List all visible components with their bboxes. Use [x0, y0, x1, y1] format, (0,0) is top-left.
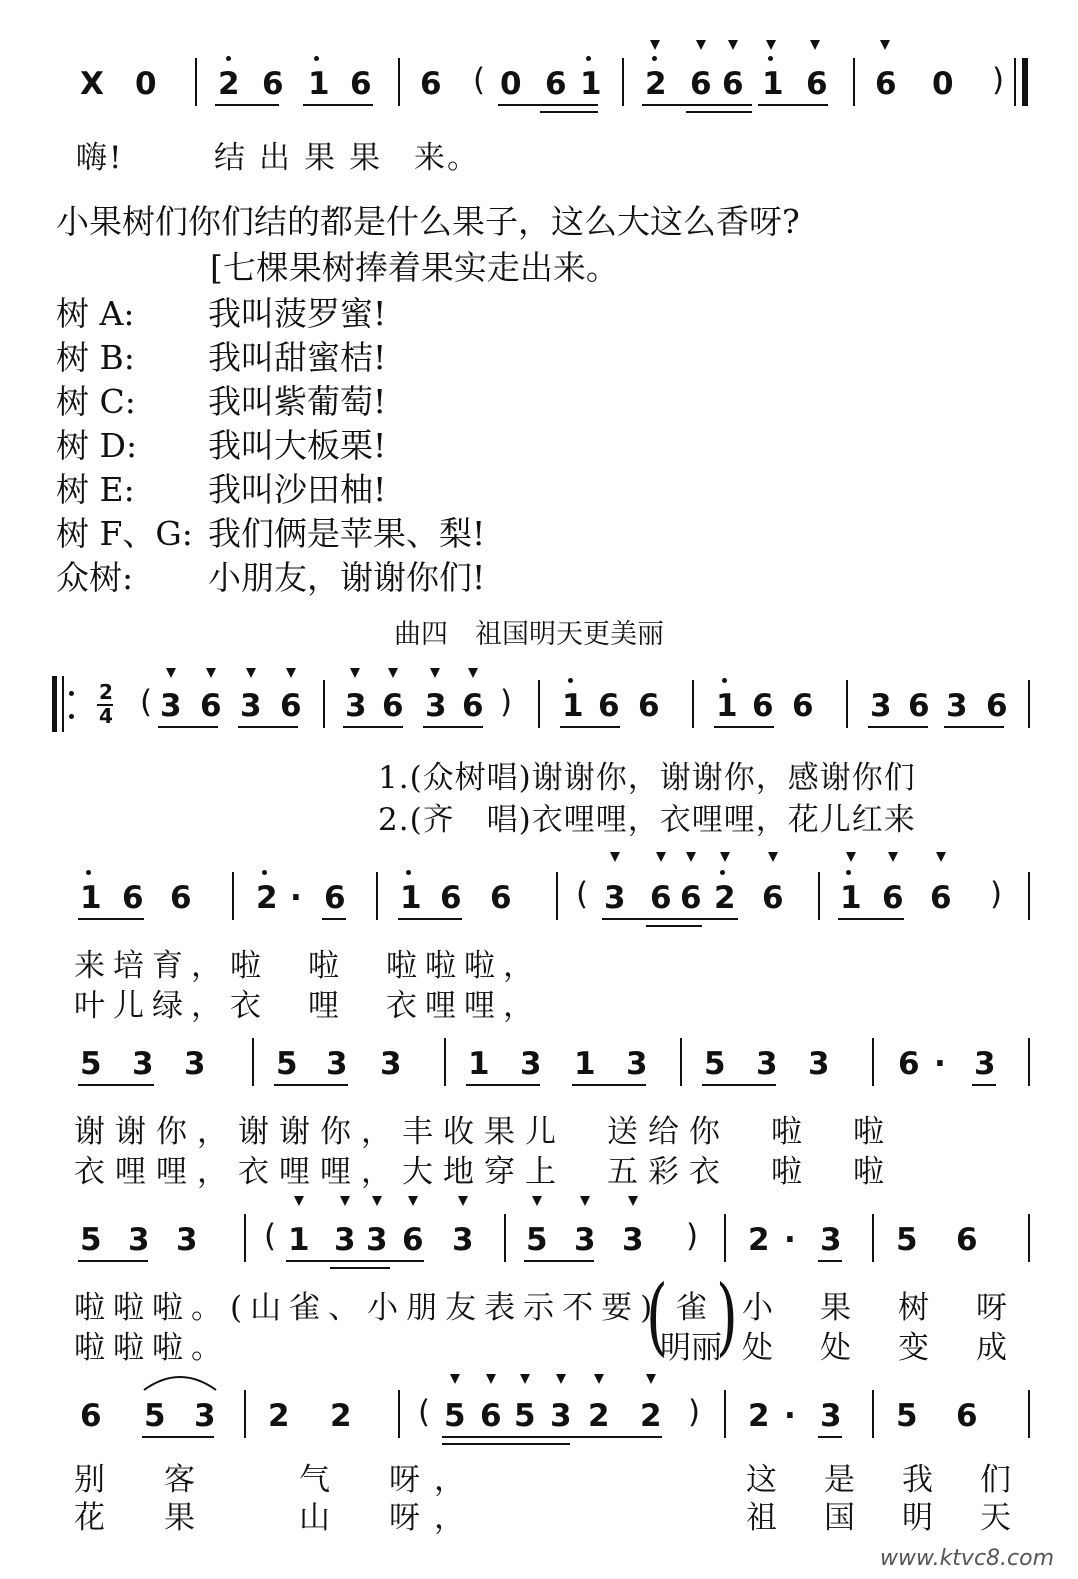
beam	[215, 104, 279, 106]
barline	[1028, 1390, 1030, 1438]
accent-mark	[594, 1374, 604, 1384]
note: 1	[468, 1046, 490, 1082]
accent-mark	[340, 1196, 350, 1206]
note: 6	[650, 880, 672, 916]
speaker-line: 我叫沙田柚!	[208, 470, 387, 509]
note: 6	[752, 688, 774, 724]
note: 3	[132, 1046, 154, 1082]
lyric-verse-1: 别 客 气 呀，	[74, 1462, 479, 1498]
speaker-label: 树 F、G:	[56, 514, 193, 553]
beam	[972, 1084, 996, 1086]
paren-open: (	[418, 1394, 431, 1430]
role-label: 明丽	[660, 1330, 722, 1366]
note: 6	[930, 880, 952, 916]
note: 3	[820, 1222, 842, 1258]
note: 5	[526, 1222, 548, 1258]
accent-mark	[810, 40, 820, 50]
speaker-line: 我叫紫葡萄!	[208, 382, 387, 421]
beam	[423, 726, 483, 728]
note: 6	[908, 688, 930, 724]
lyric-verse-1-right: 小 果 树 呀	[742, 1290, 1015, 1326]
note: 3	[345, 688, 367, 724]
beam	[944, 726, 1004, 728]
accent-mark	[650, 40, 660, 50]
repeat-dot	[69, 691, 74, 696]
lyric-verse-1: 谢谢你，谢谢你，丰收果儿 送给你 啦 啦	[74, 1114, 894, 1150]
role-label: 雀	[676, 1290, 709, 1326]
beam	[838, 918, 904, 920]
note: 3	[128, 1222, 150, 1258]
note: 1	[288, 1222, 310, 1258]
note: 6	[200, 688, 222, 724]
note: 1	[80, 880, 102, 916]
note: 3	[622, 1222, 644, 1258]
beam	[540, 111, 598, 113]
note: 6	[545, 66, 567, 102]
barline	[724, 1390, 726, 1438]
note: 1	[580, 66, 602, 102]
note: 3	[520, 1046, 542, 1082]
barline	[680, 1038, 682, 1086]
note: 3	[604, 880, 626, 916]
accent-mark	[450, 1374, 460, 1384]
speaker-label: 树 D:	[56, 426, 138, 465]
barline	[1028, 680, 1030, 728]
barline	[323, 680, 325, 728]
accent-mark	[206, 668, 216, 678]
beam	[498, 104, 598, 106]
accent-mark	[766, 40, 776, 50]
beam	[758, 104, 828, 106]
beam	[322, 918, 346, 920]
note: 6	[722, 66, 744, 102]
barline	[818, 872, 820, 920]
lyric: 结出果果	[214, 140, 394, 176]
accent-mark	[430, 668, 440, 678]
note: 0	[135, 66, 157, 102]
note: 5	[276, 1046, 298, 1082]
accent-mark	[628, 1196, 638, 1206]
note: 6	[170, 880, 192, 916]
note: 3	[194, 1398, 216, 1434]
note: 5	[444, 1398, 466, 1434]
paren-close: )	[992, 62, 1005, 98]
barline	[724, 1214, 726, 1262]
accent-mark	[696, 40, 706, 50]
note: 3	[176, 1222, 198, 1258]
accent-mark	[656, 852, 666, 862]
dotted-rhythm: ·	[290, 880, 302, 916]
slur	[140, 1370, 220, 1392]
accent-mark	[610, 852, 620, 862]
note: 3	[184, 1046, 206, 1082]
barline	[556, 872, 558, 920]
note: 6	[80, 1398, 102, 1434]
note: 1	[400, 880, 422, 916]
note: 1	[840, 880, 862, 916]
beam	[818, 1436, 842, 1438]
accent-mark	[486, 1374, 496, 1384]
note: 6	[420, 66, 442, 102]
speaker-label: 树 A:	[56, 294, 135, 333]
note: 6	[956, 1398, 978, 1434]
note: 2	[588, 1398, 610, 1434]
beam	[238, 726, 298, 728]
barline	[872, 1214, 874, 1262]
beam	[572, 1084, 646, 1086]
note: 6	[402, 1222, 424, 1258]
note: 6	[680, 880, 702, 916]
barline	[872, 1390, 874, 1438]
beam	[158, 726, 218, 728]
barline	[538, 680, 540, 728]
lyric: 嗨!	[76, 140, 124, 176]
accent-mark	[408, 1196, 418, 1206]
note: 1	[762, 66, 784, 102]
octave-dot	[586, 56, 591, 61]
note: 2	[218, 66, 240, 102]
beam	[524, 1260, 594, 1262]
paren-open: (	[473, 62, 486, 98]
paren-close: )	[686, 1218, 699, 1254]
accent-mark	[532, 1196, 542, 1206]
barline	[232, 872, 234, 920]
note: 3	[946, 688, 968, 724]
lyric-verse-1-right: 这 是 我 们	[746, 1462, 1019, 1498]
octave-dot	[568, 678, 573, 683]
barline	[244, 1214, 246, 1262]
watermark: www.ktvc8.com	[880, 1546, 1055, 1571]
note: X	[80, 66, 104, 102]
accent-mark	[458, 1196, 468, 1206]
accent-mark	[846, 852, 856, 862]
note: 6	[598, 688, 620, 724]
speaker-line: 我们俩是苹果、梨!	[208, 514, 486, 553]
note: 5	[80, 1222, 102, 1258]
role-brace-close: )	[716, 1268, 738, 1366]
note: 6	[898, 1046, 920, 1082]
note: 5	[896, 1398, 918, 1434]
octave-dot	[846, 870, 851, 875]
note: 2	[714, 880, 736, 916]
note: 6	[440, 880, 462, 916]
beam	[818, 1260, 842, 1262]
lyric-verse-2: 花 果 山 呀，	[74, 1500, 479, 1536]
accent-mark	[294, 1196, 304, 1206]
note: 6	[762, 880, 784, 916]
paren-open: (	[264, 1218, 277, 1254]
speaker-line: 我叫菠罗蜜!	[208, 294, 387, 333]
barline	[252, 1038, 254, 1086]
octave-dot	[86, 870, 91, 875]
beam	[868, 726, 928, 728]
lyric-verse-2: 衣哩哩，衣哩哩，大地穿上 五彩衣 啦 啦	[74, 1154, 894, 1190]
accent-mark	[768, 852, 778, 862]
note: 2	[748, 1398, 770, 1434]
barline	[846, 680, 848, 728]
accent-mark	[936, 852, 946, 862]
note: 3	[452, 1222, 474, 1258]
accent-mark	[350, 668, 360, 678]
accent-mark	[468, 668, 478, 678]
note: 3	[820, 1398, 842, 1434]
repeat-dot	[69, 714, 74, 719]
beam	[142, 1436, 214, 1438]
note: 1	[562, 688, 584, 724]
dotted-rhythm: ·	[934, 1046, 946, 1082]
note: 0	[932, 66, 954, 102]
note: 2	[640, 1398, 662, 1434]
barline	[376, 872, 378, 920]
time-signature-top: 2	[99, 680, 113, 704]
accent-mark	[580, 1196, 590, 1206]
accent-mark	[388, 668, 398, 678]
accent-mark	[686, 852, 696, 862]
accent-mark	[372, 1196, 382, 1206]
note: 1	[574, 1046, 596, 1082]
beam	[274, 1084, 348, 1086]
paren-close: )	[500, 684, 513, 720]
octave-dot	[262, 870, 267, 875]
final-barline-thick	[1022, 58, 1028, 106]
note: 5	[80, 1046, 102, 1082]
accent-mark	[880, 40, 890, 50]
beam	[442, 1436, 662, 1438]
beam	[330, 1267, 390, 1269]
note: 1	[308, 66, 330, 102]
speaker-label: 众树:	[56, 558, 134, 597]
note: 2	[268, 1398, 290, 1434]
note: 6	[324, 880, 346, 916]
dotted-rhythm: ·	[784, 1222, 796, 1258]
barline	[398, 1390, 400, 1438]
lyric-verse-2: 2.(齐 唱)衣哩哩，衣哩哩，花儿红来	[378, 802, 916, 838]
note: 1	[716, 688, 738, 724]
barline	[244, 1390, 246, 1438]
note: 5	[514, 1398, 536, 1434]
repeat-barline-thick	[52, 676, 57, 732]
barline	[692, 680, 694, 728]
note: 6	[382, 688, 404, 724]
note: 6	[882, 880, 904, 916]
barline	[398, 58, 400, 106]
beam	[398, 918, 462, 920]
accent-mark	[720, 852, 730, 862]
accent-mark	[728, 40, 738, 50]
beam	[78, 918, 144, 920]
note: 5	[704, 1046, 726, 1082]
beam	[560, 726, 620, 728]
beam	[78, 1260, 148, 1262]
beam	[286, 1260, 424, 1262]
barline	[444, 1038, 446, 1086]
note: 6	[462, 688, 484, 724]
note: 2	[256, 880, 278, 916]
question-text: 小果树们你们结的都是什么果子，这么大这么香呀?	[56, 202, 800, 241]
note: 6	[350, 66, 372, 102]
beam	[303, 104, 373, 106]
paren-close: )	[990, 876, 1003, 912]
accent-mark	[520, 1374, 530, 1384]
barline	[853, 58, 855, 106]
beam	[343, 726, 403, 728]
note: 6	[875, 66, 897, 102]
note: 6	[806, 66, 828, 102]
note: 6	[480, 1398, 502, 1434]
lyric-verse-2: 啦啦啦。	[74, 1330, 230, 1366]
barline	[1028, 872, 1030, 920]
paren-open: (	[140, 684, 153, 720]
note: 6	[638, 688, 660, 724]
barline	[872, 1038, 874, 1086]
time-signature-bottom: 4	[99, 704, 113, 728]
octave-dot	[720, 870, 725, 875]
accent-mark	[646, 1374, 656, 1384]
note: 3	[240, 688, 262, 724]
octave-dot	[314, 56, 319, 61]
note: 6	[690, 66, 712, 102]
note: 3	[870, 688, 892, 724]
note: 3	[756, 1046, 778, 1082]
stage-direction: [七棵果树捧着果实走出来。	[210, 248, 619, 287]
beam	[646, 925, 702, 927]
beam	[442, 1443, 570, 1445]
barline	[1028, 1038, 1030, 1086]
beam	[714, 726, 774, 728]
note: 2	[645, 66, 667, 102]
note: 2	[330, 1398, 352, 1434]
barline	[504, 1214, 506, 1262]
note: 6	[122, 880, 144, 916]
beam	[466, 1084, 540, 1086]
note: 6	[262, 66, 284, 102]
note: 3	[380, 1046, 402, 1082]
lyric-verse-2: 叶儿绿，衣 哩 衣哩哩，	[74, 988, 542, 1024]
accent-mark	[286, 668, 296, 678]
speaker-label: 树 E:	[56, 470, 135, 509]
note: 0	[500, 66, 522, 102]
note: 3	[574, 1222, 596, 1258]
barline	[622, 58, 624, 106]
speaker-line: 我叫大板栗!	[208, 426, 387, 465]
note: 6	[280, 688, 302, 724]
note: 6	[986, 688, 1008, 724]
repeat-barline-thin	[62, 676, 64, 732]
beam	[686, 111, 752, 113]
role-brace-open: (	[646, 1268, 668, 1366]
octave-dot	[226, 56, 231, 61]
note: 3	[160, 688, 182, 724]
note: 6	[956, 1222, 978, 1258]
beam	[702, 1084, 776, 1086]
lyric-verse-2-right: 祖 国 明 天	[746, 1500, 1019, 1536]
note: 5	[896, 1222, 918, 1258]
note: 3	[334, 1222, 356, 1258]
paren-close: )	[688, 1394, 701, 1430]
speaker-line: 小朋友，谢谢你们!	[208, 558, 486, 597]
accent-mark	[556, 1374, 566, 1384]
accent-mark	[166, 668, 176, 678]
octave-dot	[652, 56, 657, 61]
final-barline-thin	[1014, 58, 1016, 106]
note: 5	[144, 1398, 166, 1434]
lyric-verse-1: 啦啦啦。(山雀、小朋友表示不要)	[74, 1290, 661, 1326]
note: 3	[550, 1398, 572, 1434]
accent-mark	[246, 668, 256, 678]
note: 3	[626, 1046, 648, 1082]
paren-open: (	[576, 876, 589, 912]
speaker-line: 我叫甜蜜桔!	[208, 338, 387, 377]
speaker-label: 树 C:	[56, 382, 136, 421]
lyric-verse-1: 来培育，啦 啦 啦啦啦，	[74, 948, 542, 984]
note: 2	[748, 1222, 770, 1258]
note: 3	[425, 688, 447, 724]
octave-dot	[768, 56, 773, 61]
accent-mark	[888, 852, 898, 862]
speaker-label: 树 B:	[56, 338, 135, 377]
beam	[642, 104, 752, 106]
note: 3	[974, 1046, 996, 1082]
octave-dot	[406, 870, 411, 875]
note: 6	[490, 880, 512, 916]
note: 3	[326, 1046, 348, 1082]
lyric: 来。	[414, 140, 480, 176]
lyric-verse-2-right: 处 处 变 成	[742, 1330, 1015, 1366]
barline	[1028, 1214, 1030, 1262]
beam	[602, 918, 738, 920]
octave-dot	[722, 678, 727, 683]
note: 3	[366, 1222, 388, 1258]
song-title: 曲四 祖国明天更美丽	[394, 619, 664, 650]
beam	[78, 1084, 154, 1086]
lyric-verse-1: 1.(众树唱)谢谢你，谢谢你，感谢你们	[378, 760, 916, 796]
dotted-rhythm: ·	[784, 1398, 796, 1434]
barline	[195, 58, 197, 106]
note: 6	[792, 688, 814, 724]
note: 3	[808, 1046, 830, 1082]
